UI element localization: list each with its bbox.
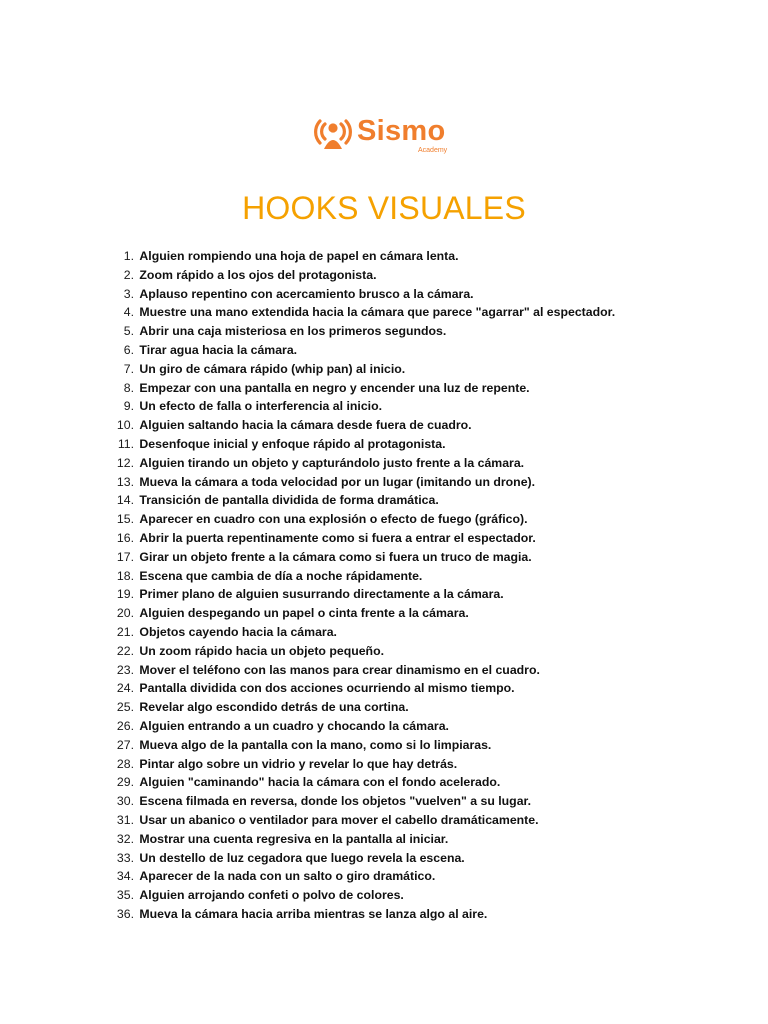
list-item	[102, 397, 615, 416]
list-item	[102, 642, 615, 661]
list-item-text: Pantalla dividida con dos acciones ocurriendo al mismo tiempo.	[139, 681, 515, 696]
list-item-text: Desenfoque inicial y enfoque rápido al protagonista.	[139, 436, 446, 451]
list-item-text: Alguien saltando hacia la cámara desde fuera de cuadro.	[139, 418, 472, 433]
list-item	[102, 773, 615, 792]
list-item-number: 5.	[123, 324, 134, 339]
list-item-number: 16.	[116, 530, 134, 545]
list-item-number: 14.	[116, 493, 134, 508]
list-item	[102, 736, 615, 755]
list-item-text: Mueva la cámara a toda velocidad por un lugar (imitando un drone).	[139, 474, 536, 489]
list-item-text: Aparecer de la nada con un salto o giro dramático.	[139, 869, 436, 884]
list-item	[102, 285, 615, 304]
list-item	[102, 679, 615, 698]
list-item-number: 36.	[116, 906, 134, 921]
list-item-text: Alguien despegando un papel o cinta frente a la cámara.	[139, 606, 469, 621]
person-signal-icon	[311, 113, 355, 157]
list-item	[102, 360, 615, 379]
list-item-text: Empezar con una pantalla en negro y encender una luz de repente.	[139, 380, 530, 395]
list-item-number: 31.	[116, 812, 134, 827]
brand-name: Sismo	[357, 115, 446, 147]
list-item	[102, 698, 615, 717]
list-item-number: 2.	[123, 267, 134, 282]
list-item	[102, 529, 615, 548]
list-item	[102, 454, 615, 473]
list-item-number: 8.	[123, 380, 134, 395]
list-item-number: 6.	[123, 342, 134, 357]
list-item-text: Pintar algo sobre un vidrio y revelar lo que hay detrás.	[139, 756, 458, 771]
list-item-text: Mueva la cámara hacia arriba mientras se lanza algo al aire.	[139, 906, 488, 921]
list-item-text: Usar un abanico o ventilador para mover el cabello dramáticamente.	[139, 812, 539, 827]
list-item-number: 24.	[116, 681, 134, 696]
list-item-text: Abrir una caja misteriosa en los primeros segundos.	[139, 324, 447, 339]
list-item-text: Tirar agua hacia la cámara.	[139, 342, 298, 357]
list-item	[102, 247, 615, 266]
list-item-number: 33.	[116, 850, 134, 865]
list-item-number: 29.	[116, 775, 134, 790]
list-item-text: Alguien tirando un objeto y capturándolo justo frente a la cámara.	[139, 455, 525, 470]
list-item-number: 13.	[116, 474, 134, 489]
list-item	[102, 303, 615, 322]
list-item	[102, 792, 615, 811]
list-item	[102, 811, 615, 830]
list-item-text: Mover el teléfono con las manos para crear dinamismo en el cuadro.	[139, 662, 540, 677]
list-item-number: 9.	[123, 399, 134, 414]
list-item	[102, 416, 615, 435]
list-item-number: 20.	[116, 606, 134, 621]
list-item-text: Escena que cambia de día a noche rápidamente.	[139, 568, 423, 583]
list-item	[102, 473, 615, 492]
list-item	[102, 604, 615, 623]
list-item-text: Aparecer en cuadro con una explosión o efecto de fuego (gráfico).	[139, 512, 528, 527]
list-item-text: Alguien entrando a un cuadro y chocando la cámara.	[139, 718, 449, 733]
list-item	[102, 661, 615, 680]
list-item-text: Muestre una mano extendida hacia la cámara que parece "agarrar" al espectador.	[139, 305, 616, 320]
list-item-text: Objetos cayendo hacia la cámara.	[139, 624, 337, 639]
list-item-number: 7.	[123, 361, 134, 376]
list-item-number: 34.	[116, 869, 134, 884]
list-item-number: 18.	[116, 568, 134, 583]
list-item-number: 1.	[123, 249, 134, 263]
list-item-number: 17.	[116, 549, 134, 564]
list-item-number: 30.	[116, 794, 134, 809]
list-item-number: 15.	[116, 512, 134, 527]
list-item	[102, 849, 615, 868]
list-item-number: 10.	[116, 418, 134, 433]
list-item-text: Un giro de cámara rápido (whip pan) al inicio.	[139, 361, 406, 376]
list-item-number: 21.	[116, 624, 134, 639]
list-item	[102, 830, 615, 849]
list-item-text: Escena filmada en reversa, donde los objetos "vuelven" a su lugar.	[139, 794, 532, 809]
page-title: HOOKS VISUALES	[242, 190, 526, 226]
list-item	[102, 322, 615, 341]
list-item	[102, 755, 615, 774]
list-item-text: Un zoom rápido hacia un objeto pequeño.	[139, 643, 384, 658]
list-item-text: Abrir la puerta repentinamente como si fuera a entrar el espectador.	[139, 530, 536, 545]
list-item-text: Un destello de luz cegadora que luego revela la escena.	[139, 850, 465, 865]
list-item-number: 27.	[116, 737, 134, 752]
list-item-number: 32.	[116, 831, 134, 846]
list-item-number: 11.	[117, 436, 134, 451]
list-item-number: 23.	[116, 662, 134, 677]
list-item-text: Alguien arrojando confeti o polvo de colores.	[139, 888, 404, 903]
list-item	[102, 510, 615, 529]
list-item-text: Un efecto de falla o interferencia al inicio.	[139, 399, 383, 414]
list-item-number: 35.	[116, 888, 134, 903]
list-item	[102, 867, 615, 886]
list-item-text: Alguien rompiendo una hoja de papel en cámara lenta.	[139, 249, 459, 263]
list-item-text: Aplauso repentino con acercamiento brusco a la cámara.	[139, 286, 474, 301]
list-item	[102, 491, 615, 510]
list-item-text: Revelar algo escondido detrás de una cortina.	[139, 700, 409, 715]
list-item	[102, 886, 615, 905]
list-item	[102, 585, 615, 604]
list-item-number: 3.	[123, 286, 134, 301]
hooks-list	[102, 247, 615, 924]
list-item	[102, 341, 615, 360]
list-item	[102, 623, 615, 642]
list-item-text: Zoom rápido a los ojos del protagonista.	[139, 267, 377, 282]
list-item	[102, 379, 615, 398]
list-item	[102, 567, 615, 586]
list-item-text: Transición de pantalla dividida de forma dramática.	[139, 493, 439, 508]
list-item-number: 22.	[116, 643, 134, 658]
list-item-number: 26.	[116, 718, 134, 733]
sismo-logo	[311, 113, 471, 159]
list-item-number: 4.	[123, 305, 134, 320]
list-item-number: 25.	[116, 700, 134, 715]
list-item	[102, 548, 615, 567]
list-item	[102, 905, 615, 924]
list-item	[102, 266, 615, 285]
list-item-text: Mueva algo de la pantalla con la mano, como si lo limpiaras.	[139, 737, 492, 752]
list-item-text: Girar un objeto frente a la cámara como si fuera un truco de magia.	[139, 549, 532, 564]
list-item-text: Alguien "caminando" hacia la cámara con el fondo acelerado.	[139, 775, 501, 790]
list-item-number: 28.	[116, 756, 134, 771]
brand-subtitle: Academy	[418, 147, 448, 154]
list-item-number: 12.	[116, 455, 134, 470]
list-item-number: 19.	[116, 587, 134, 602]
list-item-text: Primer plano de alguien susurrando directamente a la cámara.	[139, 587, 504, 602]
list-item-text: Mostrar una cuenta regresiva en la pantalla al iniciar.	[139, 831, 449, 846]
list-item	[102, 717, 615, 736]
list-item	[102, 435, 615, 454]
